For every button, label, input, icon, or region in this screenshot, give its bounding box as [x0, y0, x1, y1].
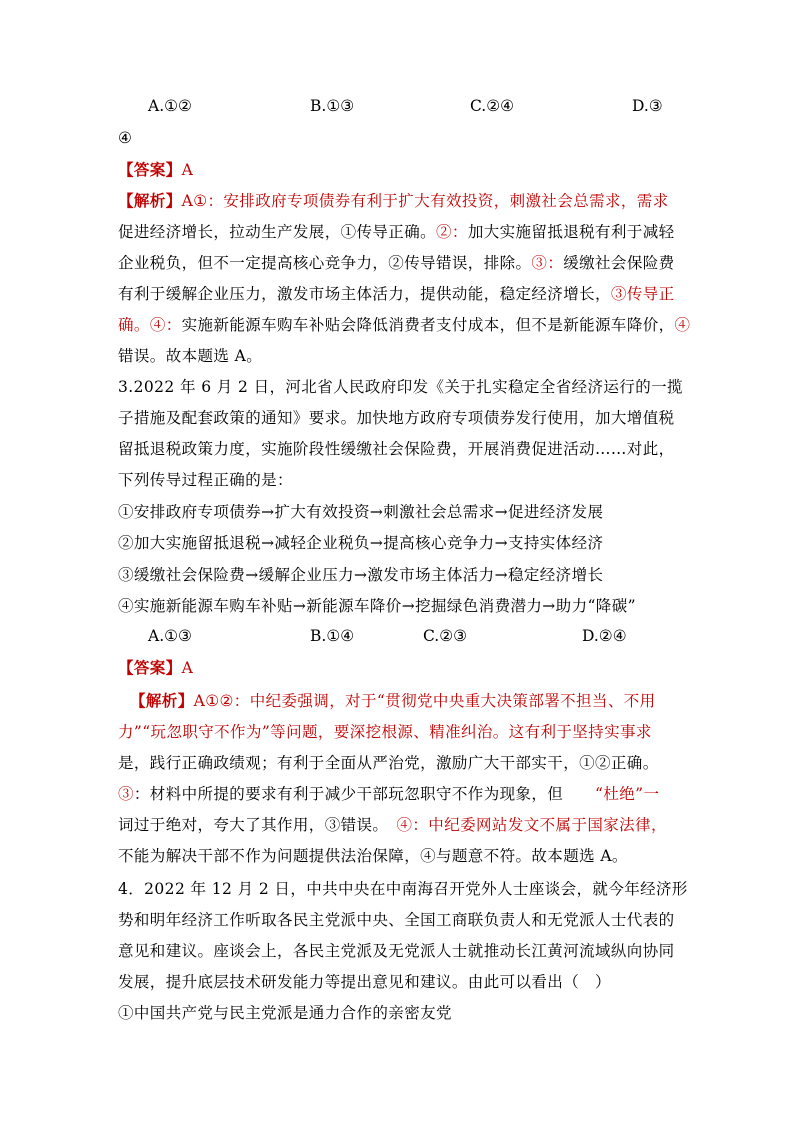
- analysis-label: 【解析】: [118, 191, 182, 210]
- q4-stem-line: 意见和建议。座谈会上，各民主党派及无党派人士就推动长江黄河流域纵向协同: [118, 942, 675, 960]
- q2-option-b: B.①③: [310, 97, 355, 115]
- q3-analysis-line: 力”“玩忽职守不作为”等问题，要深挖根源、精准纠治。这有利于坚持实事求: [118, 723, 652, 741]
- q3-item: ③缓缴社会保险费→缓解企业压力→激发市场主体活力→稳定经济增长: [118, 566, 604, 584]
- q3-item: ②加大实施留抵退税→减轻企业税负→提高核心竞争力→支持实体经济: [118, 534, 604, 552]
- q4-item: ①中国共产党与民主党派是通力合作的亲密友党: [118, 1004, 452, 1022]
- q2-option-d: D.③: [632, 97, 663, 115]
- q3-answer: [118, 658, 678, 678]
- q2-analysis-line: 企业税负，但不一定提高核心竞争力，②传导错误，排除。③：缓缴社会保险费: [118, 254, 675, 272]
- q3-stem-line: 3.2022 年 6 月 2 日，河北省人民政府印发《关于扎实稳定全省经济运行的一揽: [118, 378, 683, 396]
- q3-option-a: A.①③: [148, 627, 192, 645]
- q3-stem-line: 留抵退税政策力度，实施阶段性缓缴社会保险费，开展消费促进活动……对此，: [118, 440, 675, 458]
- q2-option-c: C.②④: [470, 97, 515, 115]
- q2-analysis-line: 有利于缓解企业压力，激发市场主体活力，提供动能，稳定经济增长，③传导正: [118, 285, 675, 303]
- q4-stem-line: 势和明年经济工作听取各民主党派中央、全国工商联负责人和无党派人士代表的: [118, 911, 675, 929]
- q2-answer: [118, 160, 678, 180]
- q3-analysis-line: 不能为解决干部不作为问题提供法治保障，④与题意不符。故本题选 A。: [118, 847, 628, 865]
- q2-option-wrap: ④: [118, 129, 133, 147]
- q3-item: ④实施新能源车购车补贴→新能源车降价→挖掘绿色消费潜力→助力“降碳”: [118, 597, 636, 615]
- analysis-label: 【解析】: [130, 691, 194, 710]
- answer-label: 【答案】: [118, 160, 182, 179]
- q3-analysis-line: 【解析】A①②：中纪委强调，对于“贯彻党中央重大决策部署不担当、不用: [130, 691, 656, 710]
- q3-option-d: D.②④: [582, 627, 627, 645]
- q3-stem-line: 下列传导过程正确的是：: [118, 471, 293, 489]
- q4-stem-line: 发展，提升底层技术研发能力等提出意见和建议。由此可以看出（ ）: [118, 973, 611, 991]
- q3-option-b: B.①④: [310, 627, 355, 645]
- answer-value: A: [181, 161, 194, 179]
- q3-stem-line: 子措施及配套政策的通知》要求。加快地方政府专项债券发行使用，加大增值税: [118, 409, 675, 427]
- q4-stem-line: 4．2022 年 12 月 2 日，中共中央在中南海召开党外人士座谈会，就今年经济形: [118, 880, 688, 898]
- q3-analysis-line: 词过于绝对，夸大了其作用，③错误。 ④：中纪委网站发文不属于国家法律，: [118, 816, 667, 834]
- q2-analysis-line: 错误。故本题选 A。: [118, 347, 263, 365]
- answer-value: A: [181, 659, 194, 677]
- q3-option-c: C.②③: [423, 627, 468, 645]
- answer-label: 【答案】: [118, 658, 182, 677]
- q3-item: ①安排政府专项债券→扩大有效投资→刺激社会总需求→促进经济发展: [118, 503, 604, 521]
- q2-analysis-line: 【解析】A①：安排政府专项债券有利于扩大有效投资，刺激社会总需求，需求: [118, 191, 669, 210]
- q2-option-a: A.①②: [148, 97, 192, 115]
- q2-analysis-line: 确。④：实施新能源车购车补贴会降低消费者支付成本，但不是新能源车降价，④: [118, 316, 691, 334]
- q3-analysis-line: ③：材料中所提的要求有利于减少干部玩忽职守不作为现象，但 “杜绝”一: [118, 785, 660, 803]
- q2-analysis-line: 促进经济增长，拉动生产发展，①传导正确。②：加大实施留抵退税有利于减轻: [118, 223, 675, 241]
- q3-analysis-line: 是，践行正确政绩观；有利于全面从严治党，激励广大干部实干，①②正确。: [118, 754, 659, 772]
